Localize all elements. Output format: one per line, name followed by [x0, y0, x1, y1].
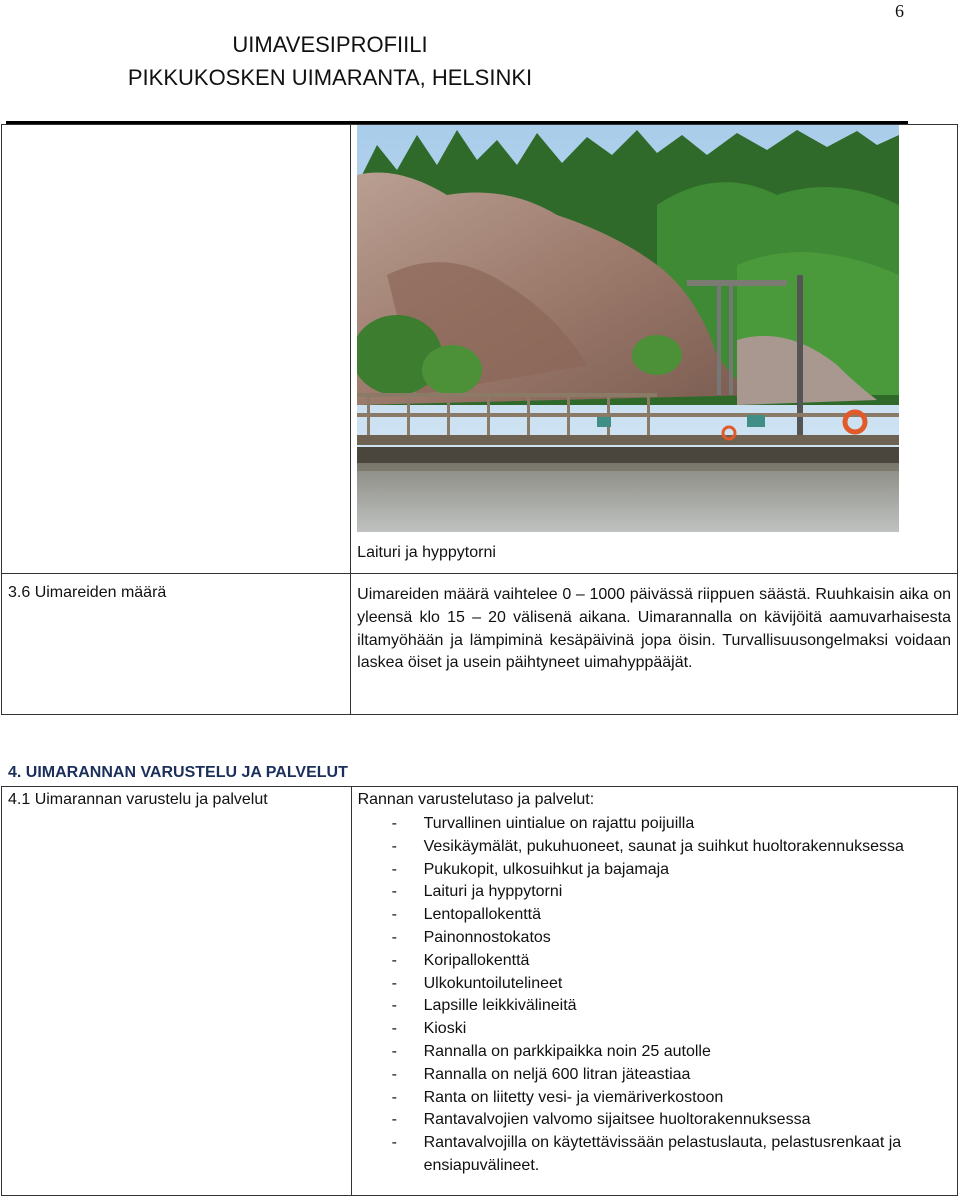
list-item	[352, 927, 957, 950]
swimmer-count-cell	[351, 574, 958, 715]
services-label-cell	[2, 787, 352, 1196]
list-bullet: -	[391, 1111, 397, 1129]
profile-table	[1, 124, 958, 715]
list-bullet: -	[391, 1020, 397, 1038]
empty-cell	[2, 125, 351, 574]
list-bullet: -	[391, 951, 397, 969]
list-item-text: Painonnostokatos	[423, 928, 551, 946]
list-item	[352, 1018, 957, 1041]
list-bullet: -	[391, 860, 397, 878]
list-item	[352, 836, 957, 859]
list-item	[352, 1132, 957, 1178]
list-item-text: Koripallokenttä	[423, 951, 530, 969]
list-item	[352, 1064, 957, 1087]
list-bullet: -	[391, 1134, 397, 1152]
list-bullet: -	[391, 1088, 397, 1106]
list-item	[352, 1109, 957, 1132]
document-subtitle: PIKKUKOSKEN UIMARANTA, HELSINKI	[127, 65, 533, 90]
list-bullet: -	[391, 1042, 397, 1060]
photo-cell	[351, 125, 958, 574]
list-item	[352, 859, 957, 882]
list-item-text: Rannalla on neljä 600 litran jäteastiaa	[423, 1065, 691, 1083]
services-list-title: Rannan varustelutaso ja palvelut:	[357, 791, 595, 808]
list-bullet: -	[391, 815, 397, 832]
list-item-text: Rannalla on parkkipaikka noin 25 autolle	[423, 1042, 711, 1060]
list-bullet: -	[391, 997, 397, 1015]
section-heading: 4. UIMARANNAN VARUSTELU JA PALVELUT	[8, 764, 348, 781]
document-header	[0, 28, 660, 94]
document-title: UIMAVESIPROFIILI	[232, 32, 428, 57]
services-label: 4.1 Uimarannan varustelu ja palvelut	[8, 791, 268, 808]
list-item-text: Laituri ja hyppytorni	[423, 883, 563, 901]
list-item	[352, 973, 957, 996]
list-bullet: -	[391, 837, 397, 855]
row-label-cell	[2, 574, 351, 715]
photo-caption: Laituri ja hyppytorni	[357, 544, 496, 561]
beach-photo	[357, 125, 899, 532]
list-item-text: Ulkokuntoilutelineet	[423, 974, 563, 992]
list-item	[352, 1087, 957, 1110]
list-item	[352, 881, 957, 904]
list-item	[352, 995, 957, 1018]
list-item	[352, 1041, 957, 1064]
list-bullet: -	[391, 883, 397, 901]
list-item-text: Ranta on liitetty vesi- ja viemäriverkostoon	[423, 1088, 724, 1106]
list-item-text: Vesikäymälät, pukuhuoneet, saunat ja suihkut huoltorakennuksessa	[423, 837, 904, 855]
list-item-text: Lentopallokenttä	[423, 906, 542, 924]
list-item-text: Lapsille leikkivälineitä	[423, 997, 577, 1015]
list-item-text: Pukukopit, ulkosuihkut ja bajamaja	[423, 860, 670, 878]
list-item-text: Rantavalvojilla on käytettävissään pelastuslauta, pelastusrenkaat ja ensiapuvälineet.	[423, 1134, 902, 1174]
swimmer-count-label: 3.6 Uimareiden määrä	[8, 584, 167, 601]
list-item-text: Rantavalvojien valvomo sijaitsee huoltorakennuksessa	[423, 1111, 811, 1129]
swimmer-count-text: Uimareiden määrä vaihtelee 0 – 1000 päivässä riippuen säästä. Ruuhkaisin aika on yleensä klo 15 – 20 välisenä aikana. Uimarannalla on kävijöitä aamuvarhaisesta iltamyöhään ja lämpiminä kesäpäivinä jopa öisin. Turvallisuusongelmaksi voidaan laskea öiset ja usein päihtyneet uimahyppääjät.	[357, 586, 951, 672]
list-bullet: -	[391, 928, 397, 946]
services-list-cell	[351, 787, 957, 1196]
page-number: 6	[895, 1, 904, 21]
list-item	[352, 813, 957, 836]
list-bullet: -	[391, 1065, 397, 1083]
list-item-text: Kioski	[423, 1020, 467, 1038]
list-bullet: -	[391, 906, 397, 924]
list-item-text: Turvallinen uintialue on rajattu poijuilla	[423, 815, 695, 832]
list-bullet: -	[391, 974, 397, 992]
services-list	[352, 813, 957, 1178]
services-table	[1, 786, 958, 1196]
list-item	[352, 904, 957, 927]
list-item	[352, 950, 957, 973]
